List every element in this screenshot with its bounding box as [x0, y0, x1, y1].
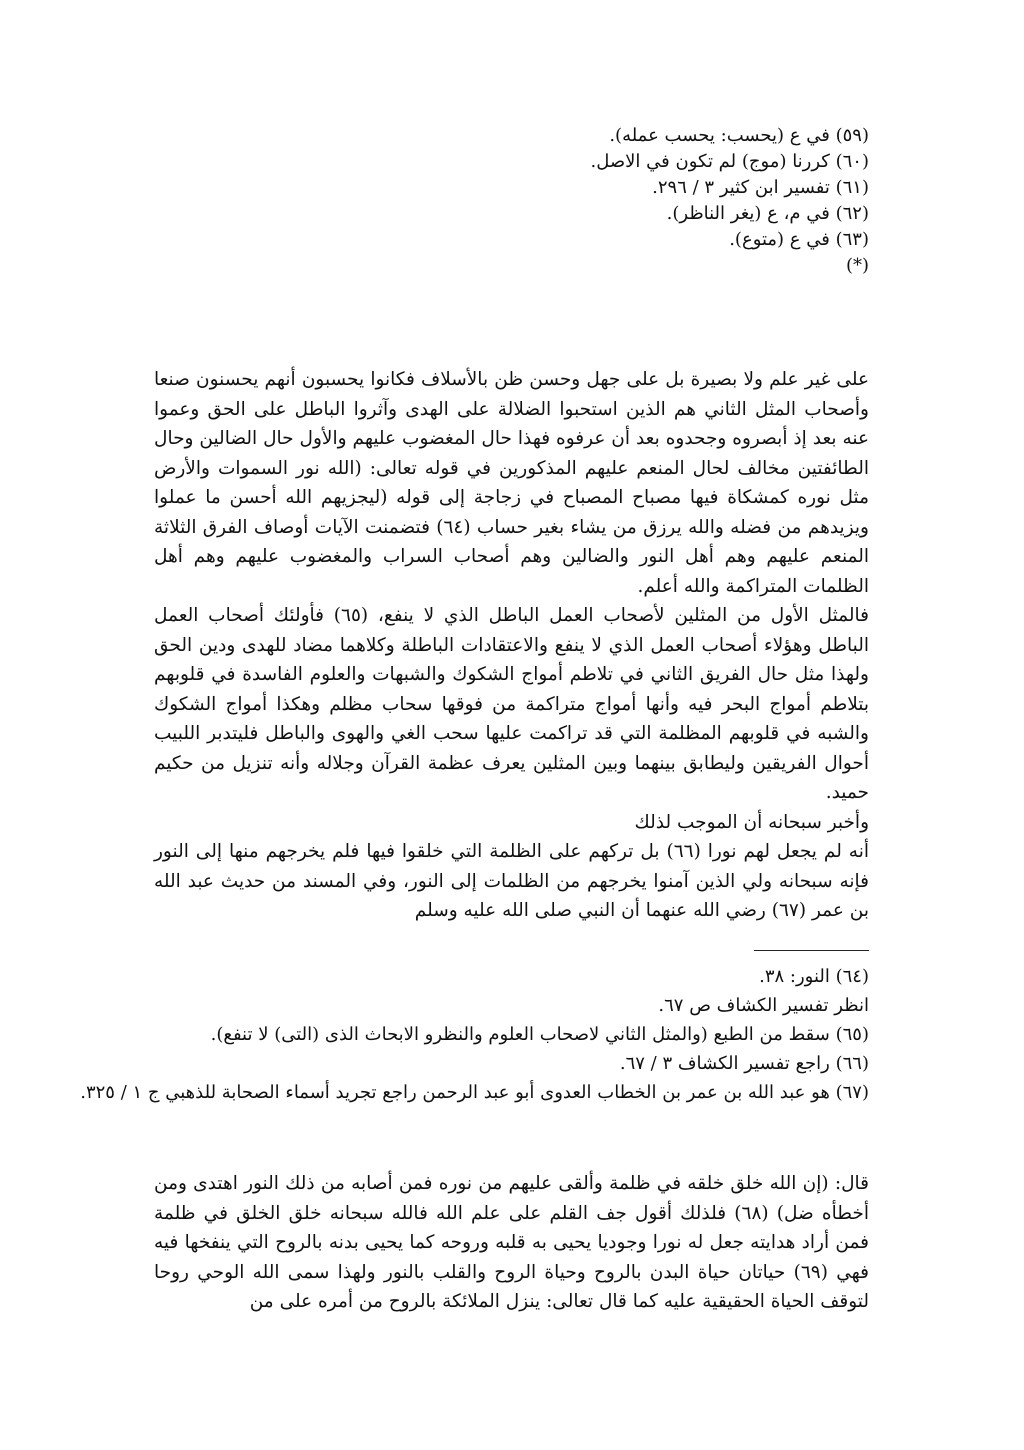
body-paragraph: فالمثل الأول من المثلين لأصحاب العمل الباطل الذي لا ينفع، (٦٥) فأولئك أصحاب العمل الباطل وهؤلاء أصحاب العمل الذي لا ينفع والاعتقادات الباطلة وكلاهما مضاد للهدى ودين الحق ولهذا مثل حال الفريق الثاني في تلاطم أمواج الشكوك والشبهات والعلوم الفاسدة في قلوبهم بتلاطم أمواج البحر فيه وأنها أمواج متراكمة من فوقها سحاب مظلم وهكذا أمواج الشكوك والشبه في قلوبهم المظلمة التي قد تراكمت عليها سحب الغي والهوى والباطل فليتدبر اللبيب أحوال الفريقين وليطابق بينهما وبين المثلين يعرف عظمة القرآن وجلاله وأنه تنزيل من حكيم حميد.	[154, 605, 869, 803]
footnote-67: (٦٧) هو عبد الله بن عمر بن الخطاب العدوى أبو عبد الرحمن راجع تجريد أسماء الصحابة للذهبي ج ١ / ٣٢٥.	[80, 1082, 869, 1103]
body-paragraph: قال: (إن الله خلق خلقه في ظلمة وألقى عليهم من نوره فمن أصابه من ذلك النور اهتدى ومن أخطأه ضل) (٦٨) فلذلك أقول جف القلم على علم الله فالله سبحانه خلق الخلق في ظلمة فمن أراد هدايته جعل له نورا وجوديا يحيى به قلبه وروحه كما يحيى بدنه بالروح التي ينفخها فيه فهي (٦٩) حياتان حياة البدن بالروح وحياة الروح والقلب بالنور ولهذا سمى الله الوحي روحا لتوقف الحياة الحقيقية عليه كما قال تعالى: ينزل الملائكة بالروح من أمره على من	[154, 1173, 870, 1312]
footnote-65: (٦٥) سقط من الطبع (والمثل الثاني لاصحاب العلوم والنظرو الابحاث الذى (التى) لا تنفع).	[210, 1024, 869, 1045]
footnote-59: (٥٩) في ع (يحسب: يحسب عمله).	[609, 125, 869, 146]
footnote-63: (٦٣) في ع (متوع).	[729, 229, 869, 250]
footnotes-section	[80, 962, 869, 1107]
footnote-64: (٦٤) النور: ٣٨.	[759, 966, 869, 987]
footnote-66: (٦٦) راجع تفسير الكشاف ٣ / ٦٧.	[619, 1053, 869, 1074]
main-body-text	[154, 365, 869, 926]
footnote-60: (٦٠) كررنا (موج) لم تكون في الاصل.	[590, 151, 869, 172]
footnote-61: (٦١) تفسير ابن كثير ٣ / ٢٩٦.	[652, 177, 869, 198]
body-paragraph: أنه لم يجعل لهم نورا (٦٦) بل تركهم على الظلمة التي خلقوا فيها فلم يخرجهم منها إلى النور فإنه سبحانه ولي الذين آمنوا يخرجهم من الظلمات إلى النور، وفي المسند من حديث عبد الله بن عمر (٦٧) رضي الله عنهما أن النبي صلى الله عليه وسلم	[154, 841, 870, 921]
body-paragraph: وأخبر سبحانه أن الموجب لذلك	[634, 811, 869, 833]
footnote-separator-line	[754, 950, 869, 951]
continued-body-text	[154, 1169, 869, 1317]
body-paragraph: على غير علم ولا بصيرة بل على جهل وحسن ظن بالأسلاف فكانوا يحسبون أنهم يحسنون صنعا وأصحاب المثل الثاني هم الذين استحبوا الضلالة على الهدى وآثروا الباطل على الحق وعموا عنه بعد إذ أبصروه وجحدوه بعد أن عرفوه فهذا حال المغضوب عليهم والأول حال الضالين وحال الطائفتين مخالف لحال المنعم عليهم المذكورين في قوله تعالى: (الله نور السموات والأرض مثل نوره كمشكاة فيها مصباح المصباح في زجاجة إلى قوله (ليجزيهم الله أحسن ما عملوا ويزيدهم من فضله والله يرزق من يشاء بغير حساب (٦٤) فتضمنت الآيات أوصاف الفرق الثلاثة المنعم عليهم وهم أهل النور والضالين وهم أصحاب السراب والمغضوب عليهم وهم أهل الظلمات المتراكمة والله أعلم.	[154, 369, 869, 597]
footnote-asterisk: (*)	[845, 255, 869, 276]
footnotes-previous-page	[154, 123, 869, 279]
footnote-64-reference: انظر تفسير الكشاف ص ٦٧.	[658, 995, 869, 1016]
footnote-62: (٦٢) في م، ع (يغر الناظر).	[666, 203, 869, 224]
